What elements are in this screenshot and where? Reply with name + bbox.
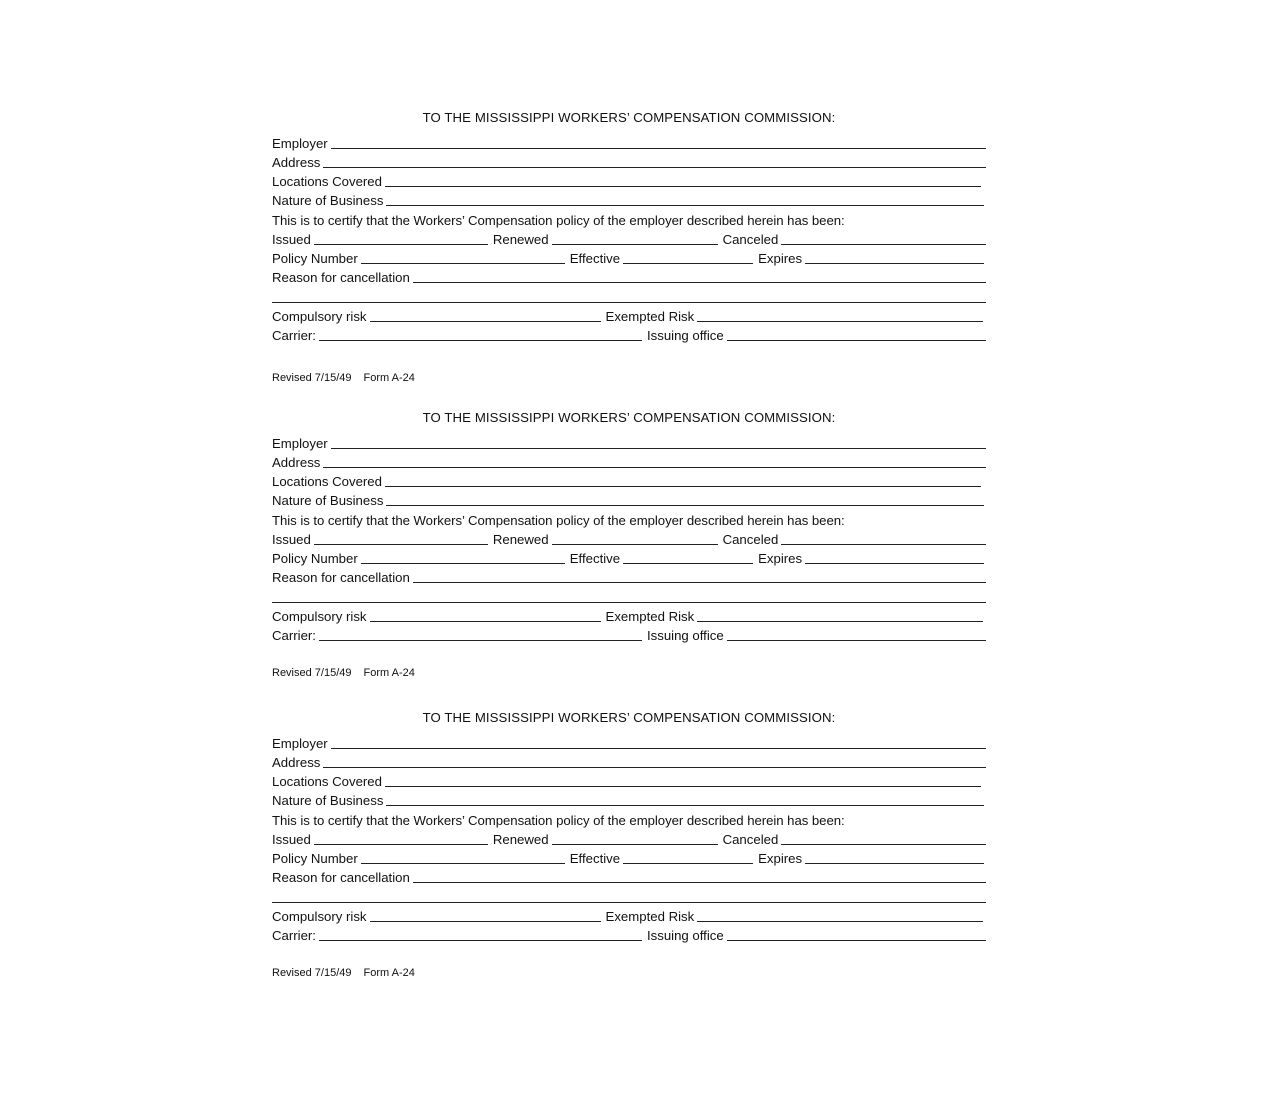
reason-continuation-field[interactable] [272, 602, 986, 603]
issuing-office-field[interactable] [727, 340, 986, 341]
status-row [272, 832, 986, 848]
employer-label: Employer [272, 736, 328, 751]
carrier-field[interactable] [319, 940, 642, 941]
locations-field[interactable] [385, 786, 981, 787]
policy-number-field[interactable] [361, 263, 565, 264]
effective-label: Effective [569, 851, 621, 866]
expires-field[interactable] [805, 263, 984, 264]
revised-date: Revised 7/15/49 [272, 967, 352, 979]
nature-label: Nature of Business [272, 493, 384, 508]
form-footer [272, 666, 415, 680]
certify-statement: This is to certify that the Workers’ Compensation policy of the employer described herein has been: [272, 813, 845, 828]
canceled-label: Canceled [722, 532, 779, 547]
employer-label: Employer [272, 436, 328, 451]
canceled-field[interactable] [781, 244, 986, 245]
address-label: Address [272, 455, 321, 470]
exempted-field[interactable] [697, 621, 983, 622]
address-field[interactable] [323, 467, 986, 468]
nature-label: Nature of Business [272, 193, 384, 208]
issuing-office-label: Issuing office [646, 928, 724, 943]
employer-field[interactable] [331, 148, 986, 149]
address-field[interactable] [323, 767, 986, 768]
reason-continuation-field[interactable] [272, 302, 986, 303]
form-title: TO THE MISSISSIPPI WORKERS’ COMPENSATION COMMISSION: [422, 710, 836, 725]
employer-row [272, 736, 986, 752]
address-field[interactable] [323, 167, 986, 168]
policy-number-label: Policy Number [272, 551, 358, 566]
status-row [272, 232, 986, 248]
carrier-field[interactable] [319, 340, 642, 341]
policy-row [272, 851, 984, 867]
locations-row [272, 774, 981, 790]
risk-row [272, 909, 983, 925]
issuing-office-field[interactable] [727, 640, 986, 641]
issued-label: Issued [272, 232, 311, 247]
employer-field[interactable] [331, 448, 986, 449]
effective-label: Effective [569, 551, 621, 566]
locations-field[interactable] [385, 186, 981, 187]
effective-label: Effective [569, 251, 621, 266]
policy-row [272, 551, 984, 567]
reason-field[interactable] [413, 282, 986, 283]
compulsory-label: Compulsory risk [272, 909, 367, 924]
nature-row [272, 793, 984, 809]
employer-label: Employer [272, 136, 328, 151]
locations-label: Locations Covered [272, 474, 382, 489]
locations-label: Locations Covered [272, 174, 382, 189]
certify-statement: This is to certify that the Workers’ Compensation policy of the employer described herein has been: [272, 513, 845, 528]
reason-label: Reason for cancellation [272, 570, 410, 585]
carrier-row [272, 928, 986, 944]
reason-row [272, 870, 986, 886]
carrier-label: Carrier: [272, 628, 316, 643]
issued-label: Issued [272, 532, 311, 547]
address-label: Address [272, 755, 321, 770]
issuing-office-label: Issuing office [646, 628, 724, 643]
employer-field[interactable] [331, 748, 986, 749]
policy-number-label: Policy Number [272, 251, 358, 266]
compulsory-field[interactable] [370, 921, 601, 922]
form-number: Form A-24 [363, 372, 415, 384]
carrier-label: Carrier: [272, 328, 316, 343]
nature-label: Nature of Business [272, 793, 384, 808]
nature-row [272, 493, 984, 509]
risk-row [272, 609, 983, 625]
issued-field[interactable] [314, 544, 488, 545]
exempted-field[interactable] [697, 921, 983, 922]
policy-row [272, 251, 984, 267]
reason-label: Reason for cancellation [272, 870, 410, 885]
renewed-field[interactable] [552, 544, 718, 545]
reason-field[interactable] [413, 582, 986, 583]
locations-label: Locations Covered [272, 774, 382, 789]
certify-statement: This is to certify that the Workers’ Compensation policy of the employer described herein has been: [272, 213, 845, 228]
exempted-field[interactable] [697, 321, 983, 322]
canceled-field[interactable] [781, 544, 986, 545]
form-number: Form A-24 [363, 967, 415, 979]
carrier-field[interactable] [319, 640, 642, 641]
reason-row [272, 570, 986, 586]
address-row [272, 455, 986, 471]
effective-field[interactable] [623, 863, 753, 864]
risk-row [272, 309, 983, 325]
address-label: Address [272, 155, 321, 170]
carrier-row [272, 328, 986, 344]
reason-continuation-field[interactable] [272, 902, 986, 903]
expires-label: Expires [758, 251, 803, 266]
form-footer [272, 966, 415, 980]
compulsory-label: Compulsory risk [272, 609, 367, 624]
nature-field[interactable] [386, 205, 984, 206]
nature-row [272, 193, 984, 209]
locations-field[interactable] [385, 486, 981, 487]
exempted-label: Exempted Risk [605, 909, 695, 924]
nature-field[interactable] [386, 805, 984, 806]
policy-number-field[interactable] [361, 563, 565, 564]
compulsory-label: Compulsory risk [272, 309, 367, 324]
reason-field[interactable] [413, 882, 986, 883]
nature-field[interactable] [386, 505, 984, 506]
employer-row [272, 436, 986, 452]
form-footer [272, 371, 415, 385]
effective-field[interactable] [623, 563, 753, 564]
issuing-office-field[interactable] [727, 940, 986, 941]
reason-row [272, 270, 986, 286]
renewed-field[interactable] [552, 844, 718, 845]
exempted-label: Exempted Risk [605, 309, 695, 324]
expires-field[interactable] [805, 563, 984, 564]
expires-label: Expires [758, 551, 803, 566]
status-row [272, 532, 986, 548]
reason-label: Reason for cancellation [272, 270, 410, 285]
issued-field[interactable] [314, 844, 488, 845]
canceled-label: Canceled [722, 232, 779, 247]
locations-row [272, 474, 981, 490]
revised-date: Revised 7/15/49 [272, 372, 352, 384]
canceled-label: Canceled [722, 832, 779, 847]
issued-label: Issued [272, 832, 311, 847]
expires-field[interactable] [805, 863, 984, 864]
effective-field[interactable] [623, 263, 753, 264]
compulsory-field[interactable] [370, 321, 601, 322]
form-number: Form A-24 [363, 667, 415, 679]
employer-row [272, 136, 986, 152]
issuing-office-label: Issuing office [646, 328, 724, 343]
revised-date: Revised 7/15/49 [272, 667, 352, 679]
expires-label: Expires [758, 851, 803, 866]
address-row [272, 755, 986, 771]
policy-number-label: Policy Number [272, 851, 358, 866]
renewed-label: Renewed [492, 832, 549, 847]
issued-field[interactable] [314, 244, 488, 245]
form-title: TO THE MISSISSIPPI WORKERS’ COMPENSATION COMMISSION: [422, 110, 836, 125]
form-title: TO THE MISSISSIPPI WORKERS’ COMPENSATION COMMISSION: [422, 410, 836, 425]
carrier-label: Carrier: [272, 928, 316, 943]
compulsory-field[interactable] [370, 621, 601, 622]
policy-number-field[interactable] [361, 863, 565, 864]
renewed-field[interactable] [552, 244, 718, 245]
carrier-row [272, 628, 986, 644]
canceled-field[interactable] [781, 844, 986, 845]
renewed-label: Renewed [492, 532, 549, 547]
locations-row [272, 174, 981, 190]
exempted-label: Exempted Risk [605, 609, 695, 624]
renewed-label: Renewed [492, 232, 549, 247]
address-row [272, 155, 986, 171]
